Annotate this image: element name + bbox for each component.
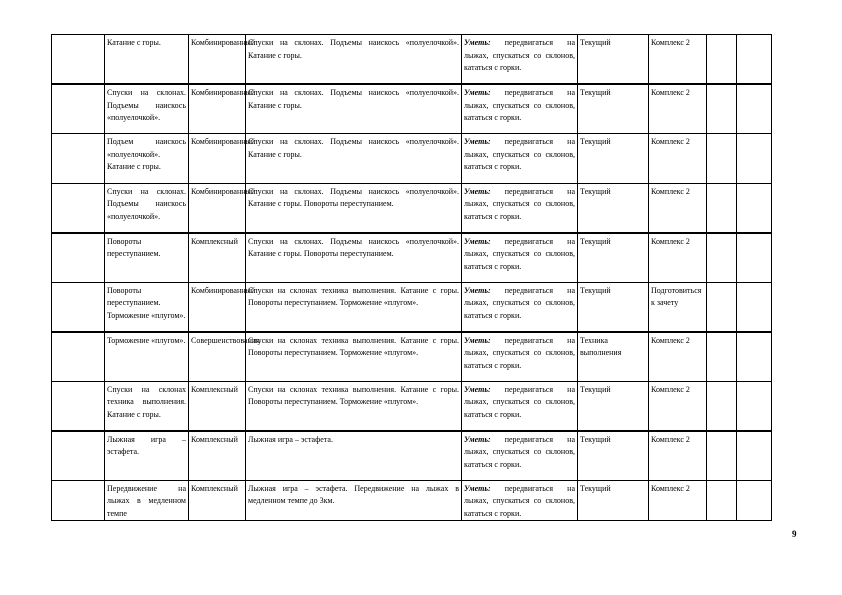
lesson-type-cell: Комплексный bbox=[189, 233, 246, 283]
plan-date-cell bbox=[707, 431, 737, 481]
skill-text: передвигаться на лыжах, спускаться со склонов, кататься с горки. bbox=[464, 38, 575, 72]
homework-cell: Комплекс 2 bbox=[649, 134, 707, 184]
content-cell: Спуски на склонах. Подъемы наискось «полуелочкой». Катание с горы. bbox=[246, 84, 462, 134]
number-cell bbox=[52, 35, 105, 85]
table-row bbox=[52, 183, 772, 233]
homework-cell: Комплекс 2 bbox=[649, 84, 707, 134]
control-cell: Текущий bbox=[578, 233, 649, 283]
table-row bbox=[52, 332, 772, 382]
skill-lead-label: Уметь: bbox=[464, 137, 491, 146]
skill-lead-label: Уметь: bbox=[464, 434, 491, 444]
skill-lead-label: Уметь: bbox=[464, 88, 491, 97]
skill-text: передвигаться на лыжах, спускаться со склонов, кататься с горки. bbox=[464, 186, 575, 221]
skills-cell bbox=[462, 233, 578, 283]
plan-date-cell bbox=[707, 84, 737, 134]
content-cell: Спуски на склонах техника выполнения. Катание с горы. Повороты переступанием. Торможение «плугом». bbox=[246, 332, 462, 382]
number-cell bbox=[52, 183, 105, 233]
homework-cell: Комплекс 2 bbox=[649, 183, 707, 233]
skill-text: передвигаться на лыжах, спускаться со склонов, кататься с горки. bbox=[464, 285, 575, 320]
topic-cell: Спуски на склонах техника выполнения. Катание с горы. bbox=[105, 381, 189, 431]
control-cell: Текущий bbox=[578, 84, 649, 134]
lesson-type-cell: Комбинированный bbox=[189, 183, 246, 233]
fact-date-cell bbox=[737, 84, 772, 134]
plan-date-cell bbox=[707, 282, 737, 332]
lesson-type-cell: Комбинированный bbox=[189, 84, 246, 134]
fact-date-cell bbox=[737, 183, 772, 233]
fact-date-cell bbox=[737, 282, 772, 332]
plan-date-cell bbox=[707, 35, 737, 85]
topic-cell: Спуски на склонах. Подъемы наискось «полуелочкой». bbox=[105, 84, 189, 134]
control-cell: Текущий bbox=[578, 134, 649, 184]
lesson-plan-table bbox=[51, 34, 772, 521]
lesson-type-cell: Комплексный bbox=[189, 381, 246, 431]
number-cell bbox=[52, 134, 105, 184]
skills-cell bbox=[462, 332, 578, 382]
fact-date-cell bbox=[737, 332, 772, 382]
skill-lead-label: Уметь: bbox=[464, 236, 491, 246]
control-cell: Текущий bbox=[578, 183, 649, 233]
skills-cell bbox=[462, 35, 578, 85]
plan-date-cell bbox=[707, 332, 737, 382]
lesson-type-cell: Комбинированный bbox=[189, 282, 246, 332]
lesson-type-cell: Комплексный bbox=[189, 480, 246, 521]
control-cell: Текущий bbox=[578, 381, 649, 431]
homework-cell: Комплекс 2 bbox=[649, 431, 707, 481]
plan-date-cell bbox=[707, 134, 737, 184]
homework-cell: Комплекс 2 bbox=[649, 381, 707, 431]
number-cell bbox=[52, 332, 105, 382]
topic-cell: Катание с горы. bbox=[105, 35, 189, 85]
skills-cell bbox=[462, 84, 578, 134]
skill-text: передвигаться на лыжах, спускаться со склонов, кататься с горки. bbox=[464, 137, 575, 171]
content-cell: Лыжная игра – эстафета. Передвижение на лыжах в медленном темпе до 3км. bbox=[246, 480, 462, 521]
skills-cell bbox=[462, 183, 578, 233]
skill-lead-label: Уметь: bbox=[464, 186, 491, 196]
control-cell: Текущий bbox=[578, 431, 649, 481]
skills-cell bbox=[462, 282, 578, 332]
skill-text: передвигаться на лыжах, спускаться со склонов, кататься с горки. bbox=[464, 483, 575, 518]
table-row bbox=[52, 134, 772, 184]
content-cell: Спуски на склонах техника выполнения. Катание с горы. Повороты переступанием. Торможение «плугом». bbox=[246, 282, 462, 332]
skill-text: передвигаться на лыжах, спускаться со склонов, кататься с горки. bbox=[464, 236, 575, 271]
lesson-type-cell: Совершенствования bbox=[189, 332, 246, 382]
skill-text: передвигаться на лыжах, спускаться со склонов, кататься с горки. bbox=[464, 384, 575, 419]
topic-cell: Торможение «плугом». bbox=[105, 332, 189, 382]
table-row bbox=[52, 282, 772, 332]
homework-cell: Подготовиться к зачету bbox=[649, 282, 707, 332]
control-cell: Текущий bbox=[578, 480, 649, 521]
fact-date-cell bbox=[737, 480, 772, 521]
table-row bbox=[52, 35, 772, 85]
content-cell: Спуски на склонах. Подъемы наискось «полуелочкой». Катание с горы. bbox=[246, 134, 462, 184]
skill-lead-label: Уметь: bbox=[464, 483, 491, 493]
fact-date-cell bbox=[737, 381, 772, 431]
control-cell: Текущий bbox=[578, 282, 649, 332]
homework-cell: Комплекс 2 bbox=[649, 35, 707, 85]
topic-cell: Передвижение на лыжах в медленном темпе bbox=[105, 480, 189, 521]
content-cell: Спуски на склонах. Подъемы наискось «полуелочкой». Катание с горы. Повороты переступанием. bbox=[246, 233, 462, 283]
number-cell bbox=[52, 431, 105, 481]
skill-text: передвигаться на лыжах, спускаться со склонов, кататься с горки. bbox=[464, 335, 575, 370]
skill-lead-label: Уметь: bbox=[464, 285, 491, 295]
skills-cell bbox=[462, 381, 578, 431]
content-cell: Спуски на склонах. Подъемы наискось «полуелочкой». Катание с горы. Повороты переступанием. bbox=[246, 183, 462, 233]
number-cell bbox=[52, 233, 105, 283]
skills-cell bbox=[462, 431, 578, 481]
lesson-type-cell: Комбинированный bbox=[189, 35, 246, 85]
fact-date-cell bbox=[737, 233, 772, 283]
skill-lead-label: Уметь: bbox=[464, 335, 491, 345]
fact-date-cell bbox=[737, 431, 772, 481]
homework-cell: Комплекс 2 bbox=[649, 332, 707, 382]
homework-cell: Комплекс 2 bbox=[649, 233, 707, 283]
plan-date-cell bbox=[707, 233, 737, 283]
number-cell bbox=[52, 282, 105, 332]
topic-cell: Повороты переступанием. Торможение «плугом». bbox=[105, 282, 189, 332]
table-row bbox=[52, 84, 772, 134]
content-cell: Спуски на склонах. Подъемы наискось «полуелочкой». Катание с горы. bbox=[246, 35, 462, 85]
page-number: 9 bbox=[792, 529, 797, 539]
plan-date-cell bbox=[707, 381, 737, 431]
number-cell bbox=[52, 381, 105, 431]
plan-date-cell bbox=[707, 183, 737, 233]
skills-cell bbox=[462, 134, 578, 184]
fact-date-cell bbox=[737, 35, 772, 85]
content-cell: Лыжная игра – эстафета. bbox=[246, 431, 462, 481]
topic-cell: Повороты переступанием. bbox=[105, 233, 189, 283]
control-cell: Текущий bbox=[578, 35, 649, 85]
content-cell: Спуски на склонах техника выполнения. Катание с горы. Повороты переступанием. Торможение «плугом». bbox=[246, 381, 462, 431]
lesson-type-cell: Комплексный bbox=[189, 431, 246, 481]
homework-cell: Комплекс 2 bbox=[649, 480, 707, 521]
number-cell bbox=[52, 84, 105, 134]
skill-text: передвигаться на лыжах, спускаться со склонов, кататься с горки. bbox=[464, 434, 575, 469]
table-row bbox=[52, 480, 772, 521]
skill-lead-label: Уметь: bbox=[464, 384, 491, 394]
skill-lead-label: Уметь: bbox=[464, 38, 491, 47]
lesson-type-cell: Комбинированный bbox=[189, 134, 246, 184]
skill-text: передвигаться на лыжах, спускаться со склонов, кататься с горки. bbox=[464, 88, 575, 122]
number-cell bbox=[52, 480, 105, 521]
control-cell: Техника выполнения bbox=[578, 332, 649, 382]
table-row bbox=[52, 431, 772, 481]
table-body bbox=[52, 35, 772, 521]
table-row bbox=[52, 233, 772, 283]
topic-cell: Подъем наискось «полуелочкой». Катание с горы. bbox=[105, 134, 189, 184]
plan-date-cell bbox=[707, 480, 737, 521]
topic-cell: Лыжная игра – эстафета. bbox=[105, 431, 189, 481]
topic-cell: Спуски на склонах. Подъемы наискось «полуелочкой». bbox=[105, 183, 189, 233]
fact-date-cell bbox=[737, 134, 772, 184]
table-row bbox=[52, 381, 772, 431]
skills-cell bbox=[462, 480, 578, 521]
